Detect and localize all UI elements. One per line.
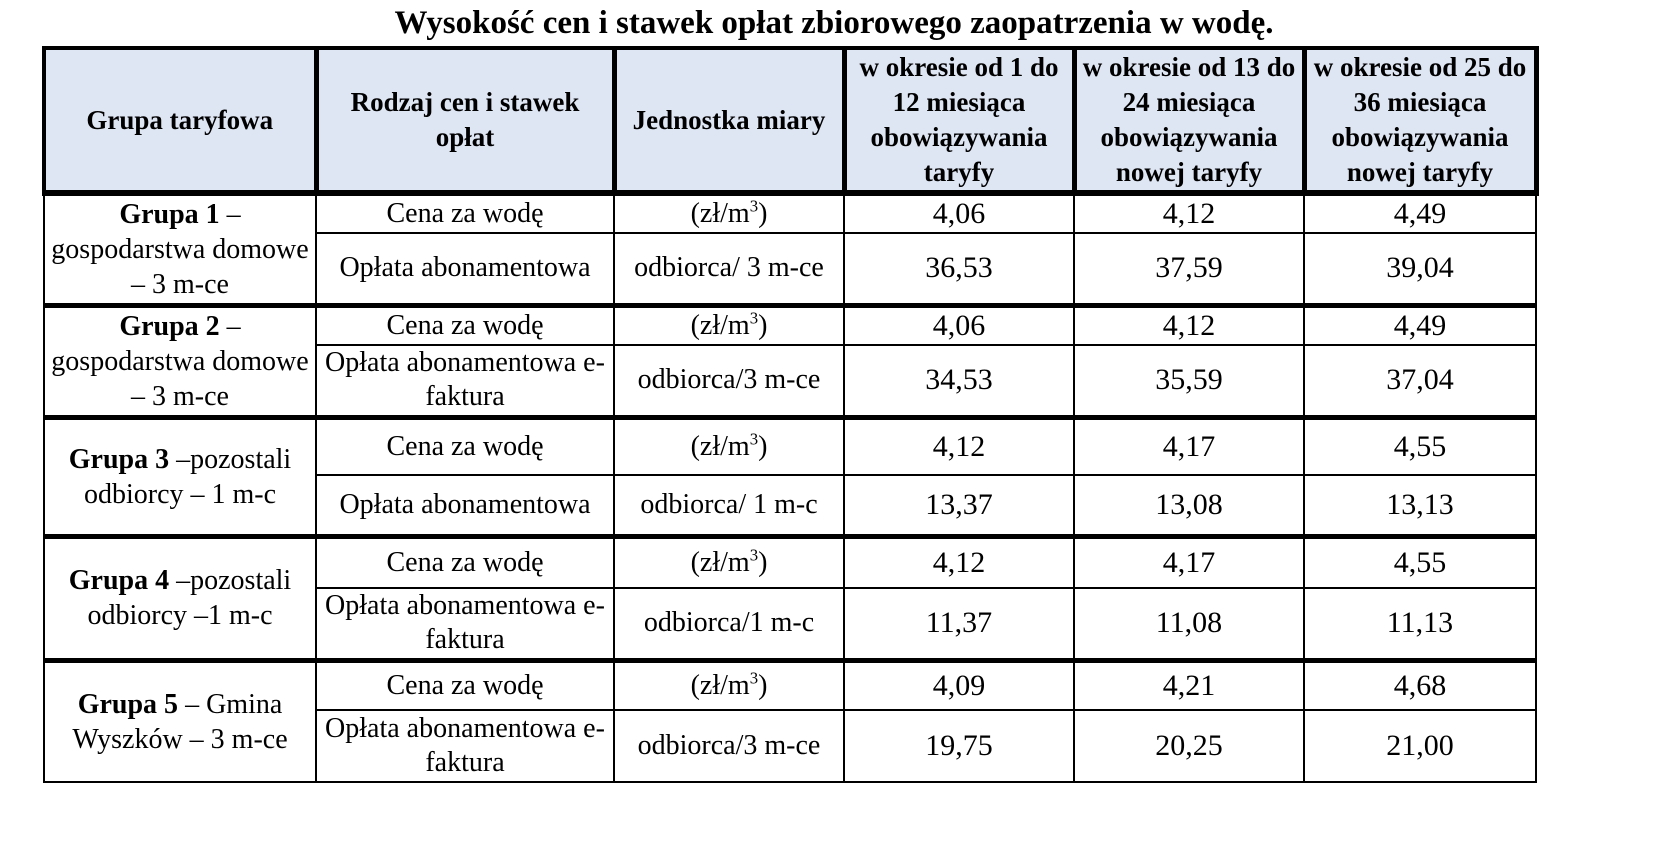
value-p1: 4,06 [844, 193, 1074, 233]
header-type: Rodzaj cen i stawek opłat [316, 48, 614, 193]
value-p1: 13,37 [844, 475, 1074, 536]
group-cell [44, 417, 316, 536]
table-row [44, 417, 1536, 475]
unit-cell [614, 417, 844, 475]
group-name-rest: – gospodarstwa domowe – 3 m-ce [51, 310, 309, 412]
type-cell: Opłata abonamentowa [316, 475, 614, 536]
unit-end: ) [758, 669, 768, 701]
unit-sup: 3 [749, 429, 759, 449]
unit-sup: 3 [749, 668, 759, 688]
unit-end: ) [758, 546, 768, 578]
value-p2: 11,08 [1074, 588, 1304, 660]
page-title: Wysokość cen i stawek opłat zbiorowego zaopatrzenia w wodę. [394, 5, 1274, 41]
value-p3: 21,00 [1304, 710, 1536, 782]
value-p1: 4,12 [844, 417, 1074, 475]
unit-end: ) [758, 309, 768, 341]
group-name-rest: –pozostali odbiorcy –1 m-c [87, 565, 292, 631]
value-p2: 4,12 [1074, 193, 1304, 233]
value-p1: 4,09 [844, 660, 1074, 710]
type-cell: Cena za wodę [316, 193, 614, 233]
unit-cell: odbiorca/1 m-c [614, 588, 844, 660]
value-p2: 13,08 [1074, 475, 1304, 536]
value-p2: 4,17 [1074, 417, 1304, 475]
value-p3: 4,49 [1304, 193, 1536, 233]
value-p1: 34,53 [844, 345, 1074, 417]
value-p3: 11,13 [1304, 588, 1536, 660]
type-cell: Cena za wodę [316, 660, 614, 710]
table-row [44, 660, 1536, 710]
value-p1: 11,37 [844, 588, 1074, 660]
value-p1: 36,53 [844, 233, 1074, 305]
unit-cell: odbiorca/ 3 m-ce [614, 233, 844, 305]
group-name-bold: Grupa 4 [68, 565, 170, 596]
unit-text: (zł/m [690, 198, 750, 229]
unit-cell [614, 660, 844, 710]
value-p3: 13,13 [1304, 475, 1536, 536]
group-name-bold: Grupa 1 [119, 198, 220, 230]
header-group: Grupa taryfowa [44, 48, 316, 193]
type-cell: Cena za wodę [316, 305, 614, 345]
type-cell: Cena za wodę [316, 417, 614, 475]
group-cell [44, 660, 316, 782]
group-name-rest: – Gmina Wyszków – 3 m-ce [72, 688, 288, 755]
value-p2: 4,12 [1074, 305, 1304, 345]
table-row [44, 193, 1536, 233]
unit-text: (zł/m [690, 669, 750, 701]
value-p2: 20,25 [1074, 710, 1304, 782]
unit-sup: 3 [749, 545, 759, 565]
header-unit: Jednostka miary [614, 48, 844, 193]
type-cell: Cena za wodę [316, 536, 614, 588]
value-p3: 4,55 [1304, 417, 1536, 475]
value-p3: 4,49 [1304, 305, 1536, 345]
type-cell: Opłata abonamentowa e-faktura [316, 345, 614, 417]
group-name-rest: – gospodarstwa domowe – 3 m-ce [51, 198, 309, 300]
type-cell: Opłata abonamentowa e-faktura [316, 710, 614, 782]
value-p1: 4,12 [844, 536, 1074, 588]
unit-cell [614, 305, 844, 345]
header-period-1: w okresie od 1 do 12 miesiąca obowiązywania taryfy [844, 48, 1074, 193]
header-period-3: w okresie od 25 do 36 miesiąca obowiązywania nowej taryfy [1304, 48, 1536, 193]
group-cell [44, 305, 316, 417]
unit-sup: 3 [749, 308, 759, 328]
unit-text: (zł/m [690, 309, 750, 341]
group-name-rest: –pozostali odbiorcy – 1 m-c [83, 443, 292, 510]
value-p3: 37,04 [1304, 345, 1536, 417]
group-cell [44, 193, 316, 305]
value-p2: 4,17 [1074, 536, 1304, 588]
value-p2: 35,59 [1074, 345, 1304, 417]
unit-cell: odbiorca/3 m-ce [614, 710, 844, 782]
header-row [44, 48, 1536, 193]
type-cell: Opłata abonamentowa e-faktura [316, 588, 614, 660]
value-p1: 4,06 [844, 305, 1074, 345]
value-p2: 4,21 [1074, 660, 1304, 710]
group-name-bold: Grupa 5 [77, 688, 179, 720]
table-row [44, 536, 1536, 588]
header-period-2: w okresie od 13 do 24 miesiąca obowiązywania nowej taryfy [1074, 48, 1304, 193]
unit-cell: odbiorca/ 1 m-c [614, 475, 844, 536]
value-p2: 37,59 [1074, 233, 1304, 305]
value-p3: 39,04 [1304, 233, 1536, 305]
unit-text: (zł/m [690, 546, 750, 578]
unit-cell [614, 193, 844, 233]
tariff-table [42, 46, 1539, 783]
unit-text: (zł/m [690, 430, 750, 462]
table-row [44, 305, 1536, 345]
group-name-bold: Grupa 2 [119, 310, 220, 342]
value-p1: 19,75 [844, 710, 1074, 782]
unit-cell [614, 536, 844, 588]
unit-end: ) [758, 430, 768, 462]
unit-sup: 3 [749, 196, 759, 216]
value-p3: 4,55 [1304, 536, 1536, 588]
type-cell: Opłata abonamentowa [316, 233, 614, 305]
unit-end: ) [758, 198, 768, 229]
group-cell [44, 536, 316, 660]
unit-cell: odbiorca/3 m-ce [614, 345, 844, 417]
value-p3: 4,68 [1304, 660, 1536, 710]
group-name-bold: Grupa 3 [68, 443, 170, 475]
